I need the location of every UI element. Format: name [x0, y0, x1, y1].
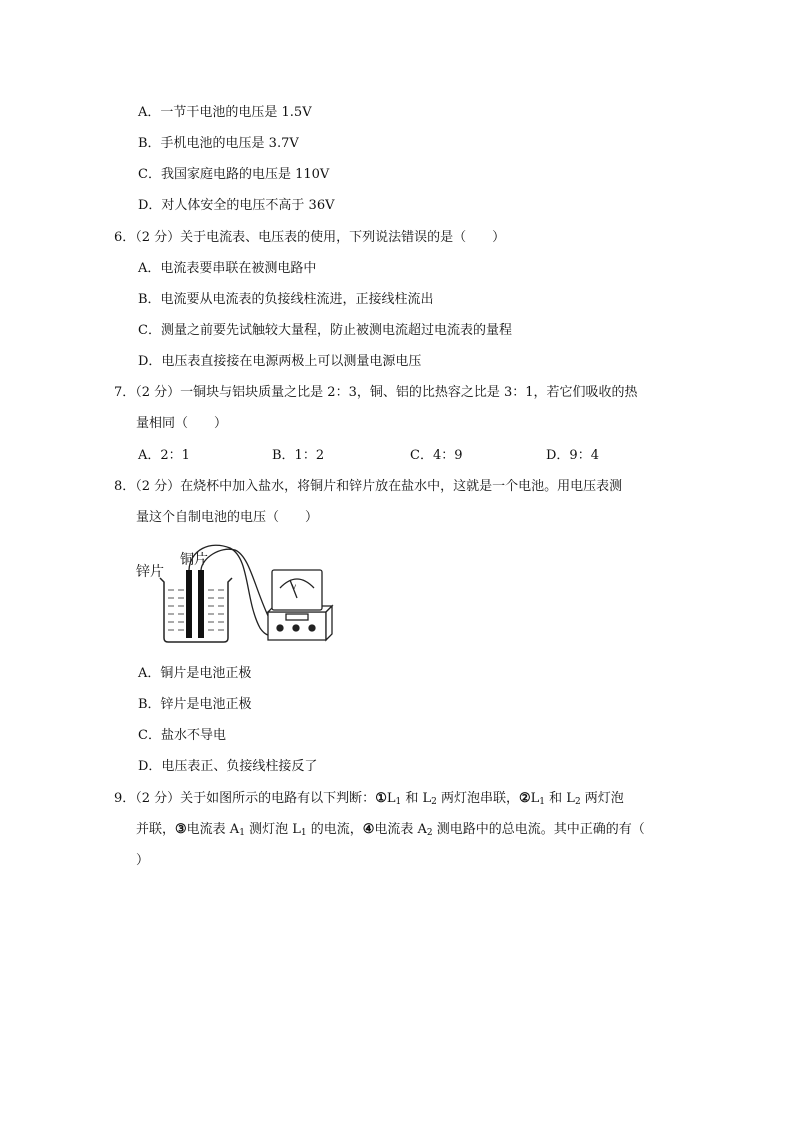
q9-stem-line1: [114, 790, 624, 808]
q8-option-b: B．锌片是电池正极: [138, 697, 252, 712]
q8-stem-line2: 量这个自制电池的电压（ ）: [136, 510, 319, 525]
q9-stem-line2: [136, 821, 645, 839]
q9-text: 和 L: [545, 791, 575, 806]
q9-text: L: [386, 791, 396, 806]
q6-option-d: D．电压表直接接在电源两极上可以测量电源电压: [138, 354, 422, 369]
q7-option-b: B．1：2: [272, 448, 325, 463]
q9-subscript: 1: [239, 828, 245, 838]
q7-options-row: [138, 447, 658, 465]
q9-subscript: 2: [426, 828, 433, 838]
q9-text: 两灯泡: [580, 791, 624, 806]
q6-stem: 6．（2 分）关于电流表、电压表的使用，下列说法错误的是（ ）: [114, 230, 506, 245]
circled-number-3: ③: [175, 822, 187, 837]
circled-number-4: ④: [362, 822, 375, 837]
q8-option-c: C．盐水不导电: [138, 728, 226, 743]
zinc-plate: [186, 570, 192, 638]
q9-subscript: 1: [395, 797, 402, 807]
q9-text: 并联，: [136, 822, 176, 837]
q9-stem-line3: ）: [136, 853, 150, 868]
q9-text: L: [530, 791, 540, 806]
q9-text: 测灯泡 L: [244, 822, 301, 837]
q9-subscript: 2: [431, 797, 437, 807]
q5-option-b: B．手机电池的电压是 3.7V: [138, 136, 299, 151]
q7-option-a: A．2：1: [138, 448, 190, 463]
circled-number-2: ②: [519, 791, 531, 806]
q7-stem-line1: 7．（2 分）一铜块与铝块质量之比是 2：3，铜、铝的比热容之比是 3：1，若它们吸收的热: [114, 385, 638, 400]
voltmeter-v-mark: V: [292, 584, 297, 591]
q5-option-a: A．一节干电池的电压是 1.5V: [138, 105, 312, 120]
q9-text: 9．（2 分）关于如图所示的电路有以下判断：: [114, 791, 376, 806]
q8-stem-line1: 8．（2 分）在烧杯中加入盐水，将铜片和锌片放在盐水中，这就是一个电池。用电压表测: [114, 479, 623, 494]
q9-text: 测电路中的总电流。其中正确的有（: [432, 822, 645, 837]
q6-option-b: B．电流要从电流表的负接线柱流进，正接线柱流出: [138, 292, 434, 307]
q8-option-d: D．电压表正、负接线柱接反了: [138, 759, 318, 774]
q6-option-a: A．电流表要串联在被测电路中: [138, 261, 317, 276]
q9-text: 电流表 A: [374, 822, 427, 837]
q9-subscript: 2: [574, 797, 581, 807]
q9-subscript: 1: [539, 797, 546, 807]
q5-option-d: D．对人体安全的电压不高于 36V: [138, 198, 335, 213]
salt-water: [168, 590, 224, 630]
copper-plate: [198, 570, 204, 638]
circled-number-1: ①: [375, 791, 387, 806]
zinc-label: 锌片: [136, 564, 164, 580]
q5-option-c: C．我国家庭电路的电压是 110V: [138, 167, 330, 182]
copper-label: 铜片: [180, 552, 208, 568]
q7-option-c: C．4：9: [410, 448, 463, 463]
q6-option-c: C．测量之前要先试触较大量程，防止被测电流超过电流表的量程: [138, 323, 512, 338]
battery-voltmeter-figure: [130, 540, 340, 648]
q9-text: 两灯泡串联，: [436, 791, 519, 806]
voltmeter: [268, 570, 332, 640]
beaker: [160, 578, 232, 642]
q7-stem-line2: 量相同（ ）: [136, 416, 228, 431]
q9-text: 的电流，: [306, 822, 363, 837]
q8-option-a: A．铜片是电池正极: [138, 666, 252, 681]
q9-text: 和 L: [401, 791, 432, 806]
q9-text: 电流表 A: [186, 822, 240, 837]
q9-subscript: 1: [300, 828, 307, 838]
q7-option-d: D．9：4: [546, 448, 599, 463]
